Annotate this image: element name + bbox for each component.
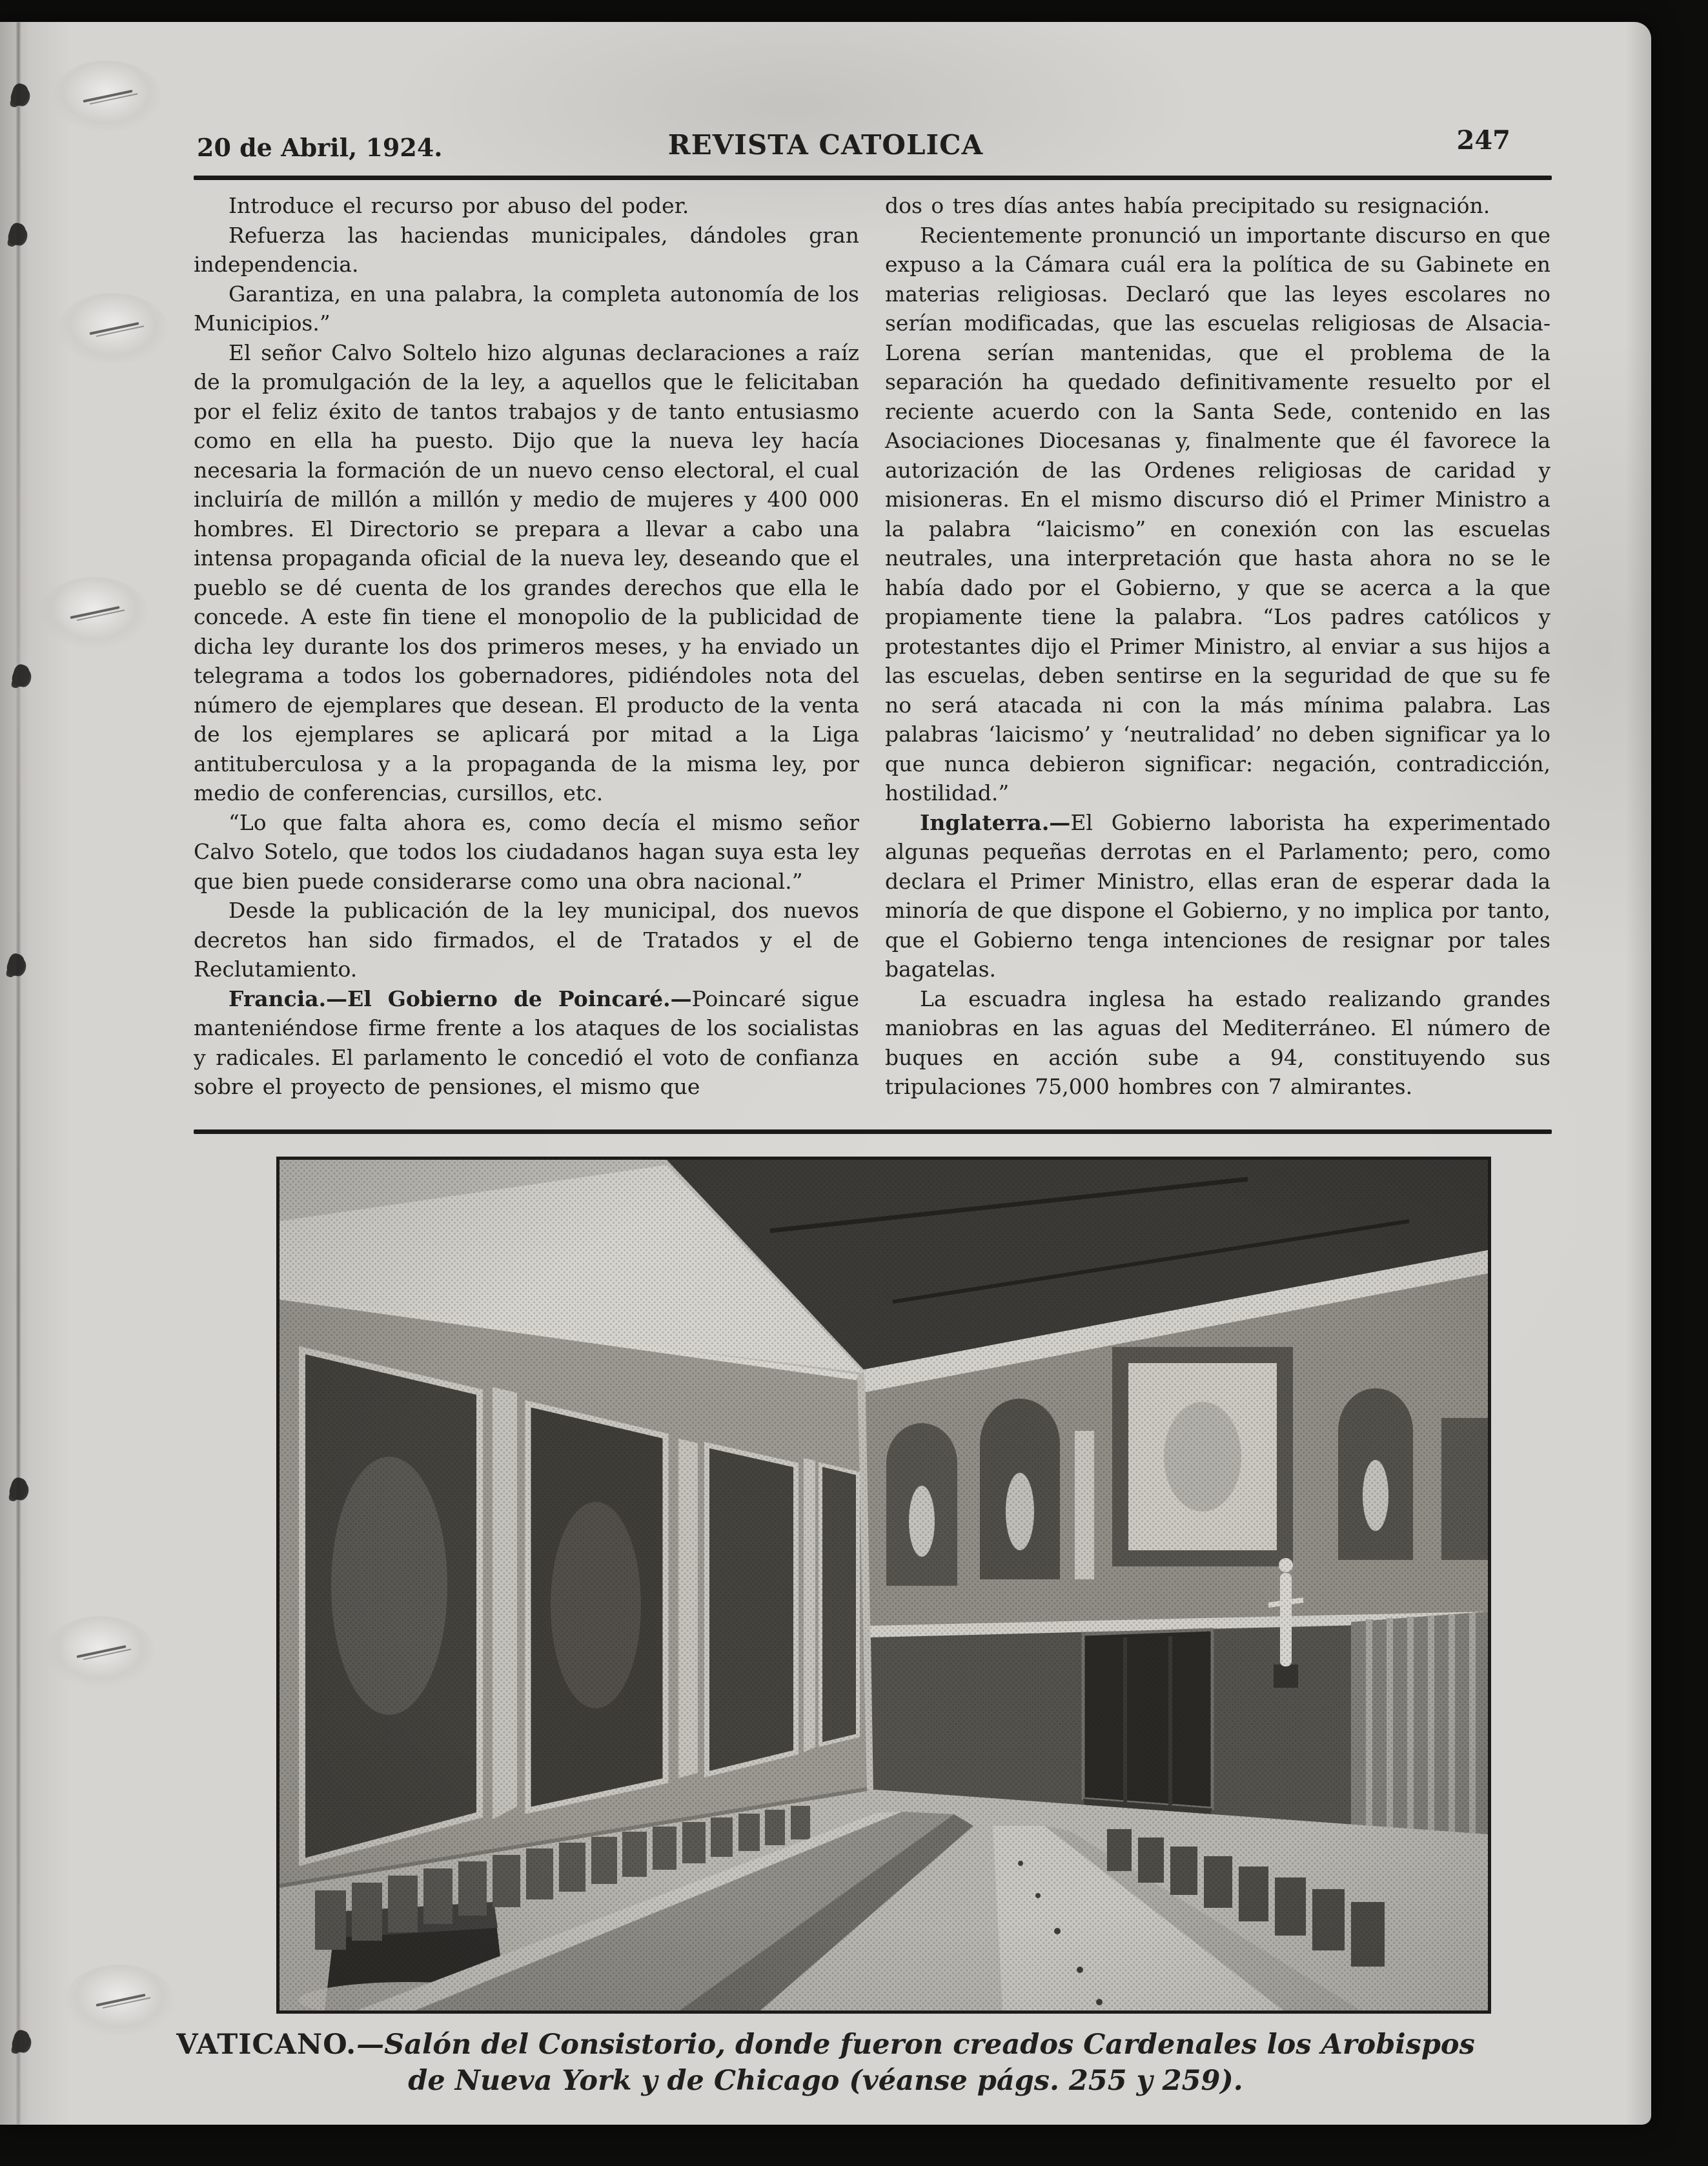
right-column — [885, 191, 1550, 1126]
binding-stitch-line — [17, 22, 20, 2125]
binding-stitch — [8, 82, 31, 108]
paragraph: Garantiza, en una palabra, la completa autonomía de los Municipios.” — [194, 281, 859, 336]
paragraph: Francia.—El Gobierno de Poincaré.—Poincaré sigue manteniéndose firme frente a los ataques de los socialistas y radicales. El parlamento le concedió el voto de confianza sobre el proyecto de pensiones, el mismo que — [194, 986, 860, 1099]
paper-crease — [45, 1616, 155, 1687]
photo-consistory-hall — [276, 1157, 1491, 2014]
caption-text: —Salón del Consistorio, donde fueron creados Cardenales los Arobispos — [356, 2029, 1475, 2061]
page-title: REVISTA CATOLICA — [667, 129, 984, 161]
binding-stitch — [5, 952, 27, 978]
paper-crease — [52, 61, 161, 132]
paragraph: “Lo que falta ahora es, como decía el mismo señor Calvo Sotelo, que todos los ciudadanos hagan suya esta ley que bien puede considerarse como una obra nacional.” — [194, 809, 859, 894]
photo-caption-line2: de Nueva York y de Chicago (véanse págs. 255 y 259). — [408, 2065, 1243, 2097]
paper-crease — [39, 577, 148, 648]
paragraph: Desde la publicación de la ley municipal, dos nuevos decretos han sido firmados, el de Tratados y el de Reclutamiento. — [194, 898, 859, 982]
photo-caption-line1 — [0, 2027, 1651, 2063]
paragraph: dos o tres días antes había precipitado su resignación. — [885, 193, 1490, 218]
section-rule — [194, 1129, 1552, 1134]
paragraph: Introduce el recurso por abuso del poder. — [229, 193, 689, 218]
photo-caption — [0, 2027, 1651, 2099]
paragraph: El señor Calvo Soltelo hizo algunas declaraciones a raíz de la promulgación de la ley, a aquellos que le felicitaban por el feliz éxito de tantos trabajos y de tanto entusiasmo como en ella ha puesto. Dijo que la nueva ley hacía necesaria la formación de un nuevo censo electoral, el cual incluiría de millón a millón y medio de mujeres y 400 000 hombres. El Directorio se prepara a llevar a cabo una intensa propaganda oficial de la nueva ley, deseando que el pueblo se dé cuenta de los grandes derechos que ella le concede. A este fin tiene el monopolio de la publicidad de dicha ley durante los dos primeros meses, y ha enviado un telegrama a todos los gobernadores, pidiéndoles nota del número de ejemplares que desean. El producto de la venta de los ejemplares se aplicará por mitad a la Liga antituberculosa y a la propaganda de la misma ley, por medio de conferencias, cursillos, etc. — [194, 339, 859, 805]
masthead — [0, 125, 1651, 177]
photo-illustration — [280, 1160, 1488, 2010]
paragraph: Inglaterra.—El Gobierno laborista ha experimentado algunas pequeñas derrotas en el Parlamento; pero, como declara el Primer Ministro, ellas eran de esperar dada la minoría de que dispone el Gobierno, y no implica por tanto, que el Gobierno tenga intenciones de resignar por tales bagatelas. — [885, 809, 1550, 982]
paragraph: Refuerza las haciendas municipales, dándoles gran independencia. — [194, 222, 859, 277]
issue-date: 20 de Abril, 1924. — [197, 133, 443, 162]
binding-stitch — [6, 221, 28, 247]
page-number: 247 — [1456, 125, 1510, 156]
paper-crease — [58, 293, 168, 364]
paragraph: La escuadra inglesa ha estado realizando grandes maniobras en las aguas del Mediterráneo. El número de buques en acción sube a 94, constituyendo sus tripulaciones 75,000 hombres con 7 almirantes. — [885, 986, 1550, 1099]
header-rule — [194, 176, 1552, 180]
article-body — [194, 191, 1550, 1126]
paper-crease — [65, 1965, 174, 2036]
page-paper — [0, 22, 1651, 2125]
binding-stitch — [10, 663, 32, 689]
caption-lead: VATICANO. — [176, 2029, 357, 2061]
paragraph: Recientemente pronunció un importante discurso en que expuso a la Cámara cuál era la política de su Gabinete en materias religiosas. Declaró que las leyes escolares no serían modificadas, que las escuelas religiosas de Alsacia-Lorena serían mantenidas, que el problema de la separación ha quedado definitivamente resuelto por el reciente acuerdo con la Santa Sede, contenido en las Asociaciones Diocesanas y, finalmente que él favorece la autorización de las Ordenes religiosas de caridad y misioneras. En el mismo discurso dió el Primer Ministro a la palabra “laicismo” en conexión con las escuelas neutrales, una interpretación que hasta ahora no se le había dado por el Gobierno, y que se acerca a la que propiamente tiene la palabra. “Los padres católicos y protestantes dijo el Primer Ministro, al enviar a sus hijos a las escuelas, deben sentirse en la seguridad de que su fe no será atacada ni con la más mínima palabra. Las palabras ‘laicismo’ y ‘neutralidad’ no deben significar ya lo que nunca debieron significar: negación, contradicción, hostilidad.” — [885, 222, 1550, 805]
left-column — [194, 191, 859, 1126]
binding-stitch — [7, 1476, 30, 1502]
